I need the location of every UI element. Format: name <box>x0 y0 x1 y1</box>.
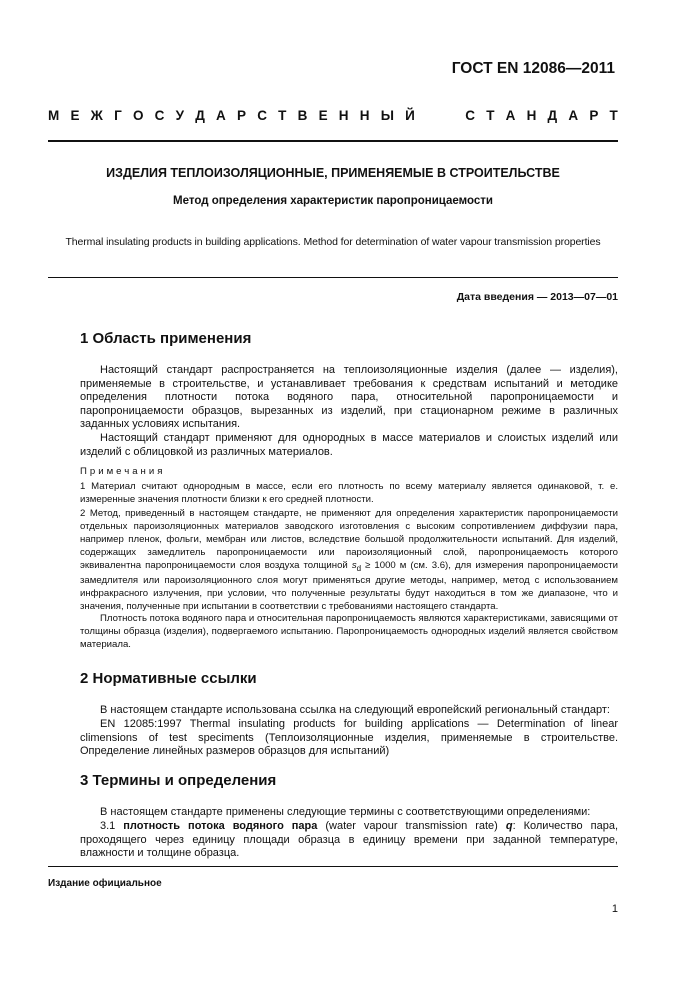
section-heading-normative-references: 2 Нормативные ссылки <box>80 670 257 687</box>
term-name: плотность потока водяного пара <box>123 820 318 832</box>
scope-paragraph-2: Настоящий стандарт применяют для однородных в массе материалов и слоистых изделий или изделий с облицовкой из различных материалов. <box>80 432 618 458</box>
page-number: 1 <box>611 903 618 915</box>
official-edition-label: Издание официальное <box>48 878 162 889</box>
english-title: Thermal insulating products in building applications. Method for determination of water vapour transmission properties <box>65 236 601 248</box>
banner-letter: Н <box>338 108 349 123</box>
term-definition-3-1 <box>80 820 618 861</box>
banner-letter: Н <box>526 108 537 123</box>
note-2-text-a: 2 Метод, приведенный в настоящем стандарте, не применяют для определения характеристик паропроницаемости отдельных пароизоляционных материалов заводского изготовления с высоким сопротивлением диффузии пара, например пленок, фольги, мембран или листов, вследствие большой продолжительности испытаний. Для изделий, содержащих замедлитель паропроницаемости или пароизоляционный слой, паропроницаемость которого эквивалентна паропроницаемости слоя воздуха толщиной <box>80 508 618 571</box>
banner-letter: У <box>175 108 185 123</box>
banner-letter: В <box>297 108 308 123</box>
header-rule <box>48 140 618 142</box>
term-english: (water vapour transmission rate) <box>317 820 506 832</box>
standard-code: ГОСТ EN 12086—2011 <box>451 60 615 77</box>
banner-letter: Ы <box>380 108 394 123</box>
banner-letter: Д <box>547 108 558 123</box>
note-2-text-b: ≥ 1000 м (см. 3.6), для измерения паропроницаемости замедлителя или пароизоляционного слоя могут применяться другие методы, например, метод с использованием инфракрасного излучения, при условии, что полученные результаты будут находиться в том же диапазоне, что и значения, полученные при испытании в соответствии с требованиями настоящего стандарта. <box>80 559 619 613</box>
banner-letter: А <box>568 108 579 123</box>
banner-letter: С <box>465 108 475 123</box>
scope-paragraph-3: Плотность потока водяного пара и относительная паропроницаемость являются характеристиками, зависящими от толщины образца (изделия), подвергаемого испытанию. Паропроницаемость однородных изделий является свойством материала. <box>80 613 618 650</box>
references-paragraph-1: В настоящем стандарте использована ссылка на следующий европейский региональный стандарт: <box>100 704 610 716</box>
note-2-subscript: d <box>356 563 362 573</box>
banner-letter: С <box>154 108 165 123</box>
banner-letter: Н <box>359 108 370 123</box>
banner-letter: Т <box>486 108 495 123</box>
references-paragraph-2: EN 12085:1997 Thermal insulating products for building applications — Determination of linear climensions of test speciments (Теплоизоляционные изделия, применяемые в строительстве. Определение линейных размеров образцов для испытаний) <box>80 718 618 758</box>
note-2-symbol: s <box>351 559 357 571</box>
footer-rule <box>48 866 618 867</box>
scope-paragraph-1: Настоящий стандарт распространяется на теплоизоляционные изделия (далее — изделия), применяемые в строительстве, и устанавливает требования к средствам испытаний и методике определения плотности потока водяного пара, относительной паропроницаемости и паропроницаемости образцов, вырезанных из изделий, при стационарном режиме в различных заданных условиях испытания. <box>80 364 618 431</box>
note-1: 1 Материал считают однородным в массе, если его плотность по всему материалу является одинаковой, т. е. измеренные значения плотности близки к его средней плотности. <box>80 481 618 505</box>
term-symbol: q <box>505 820 513 832</box>
banner-letter: Й <box>405 108 415 123</box>
term-text: : Количество пара, проходящего через единицу площади образца в единицу времени при заданной температуре, влажности и толщине образца. <box>80 820 619 860</box>
banner-letter: Е <box>318 108 328 123</box>
banner-letter: Р <box>237 108 247 123</box>
banner-letter: Д <box>195 108 205 123</box>
banner-letter: Т <box>278 108 287 123</box>
section-heading-terms: 3 Термины и определения <box>80 772 277 789</box>
banner-letter: О <box>132 108 144 123</box>
document-title: ИЗДЕЛИЯ ТЕПЛОИЗОЛЯЦИОННЫЕ, ПРИМЕНЯЕМЫЕ В СТРОИТЕЛЬСТВЕ <box>106 166 560 180</box>
banner-letter: Г <box>114 108 122 123</box>
document-subtitle: Метод определения характеристик паропроницаемости <box>173 195 493 207</box>
banner-letter: А <box>216 108 226 123</box>
banner-letter: С <box>257 108 267 123</box>
terms-paragraph-1: В настоящем стандарте применены следующие термины с соответствующими определениями: <box>100 806 591 818</box>
banner-letter: Р <box>589 108 599 123</box>
banner-letter: Ж <box>90 108 103 123</box>
term-number: 3.1 <box>100 820 124 832</box>
introduction-date: Дата введения — 2013—07—01 <box>456 291 618 303</box>
banner-letter: Е <box>70 108 80 123</box>
title-rule <box>48 277 618 278</box>
notes-heading: Примечания <box>80 466 166 477</box>
banner-letter: Т <box>609 108 618 123</box>
banner-letter: М <box>48 108 60 123</box>
interstate-standard-banner <box>48 108 618 123</box>
banner-letter: А <box>505 108 516 123</box>
section-heading-scope: 1 Область применения <box>80 330 252 347</box>
note-2 <box>80 508 618 614</box>
